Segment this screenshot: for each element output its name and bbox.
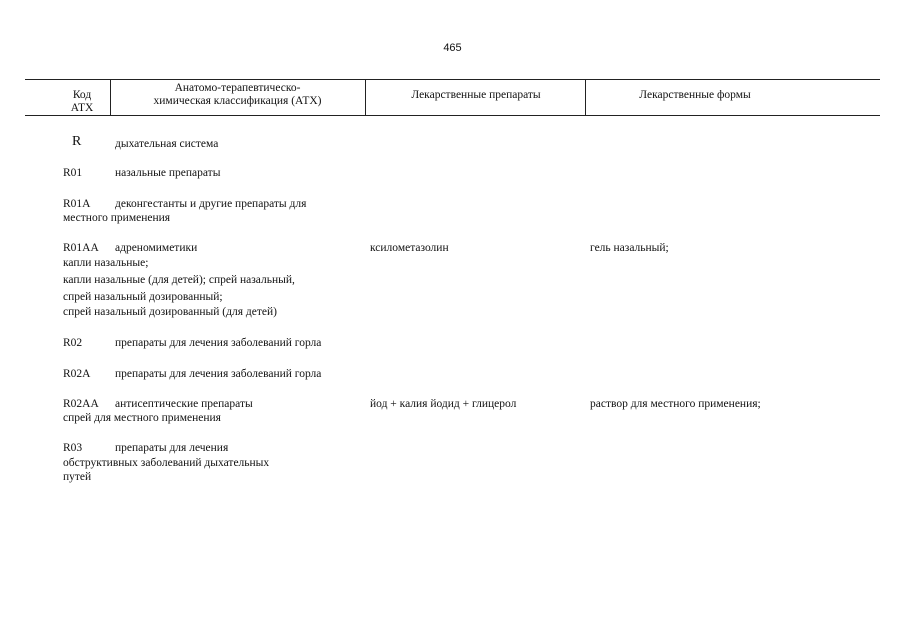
name-r01a-line1: деконгестанты и другие препараты для	[115, 198, 307, 210]
table-top-rule	[25, 79, 880, 80]
name-r01a-line2: местного применения	[63, 212, 171, 224]
code-r01aa: R01AA	[63, 242, 99, 254]
name-r03-line1: препараты для лечения	[115, 442, 229, 454]
form-r01aa: гель назальный;	[590, 242, 669, 254]
code-r02a: R02A	[63, 368, 91, 380]
header-classification	[115, 82, 360, 108]
name-r03-line2: обструктивных заболеваний дыхательных	[63, 457, 270, 469]
drug-r02aa: йод + калия йодид + глицерол	[370, 398, 517, 410]
header-drugs: Лекарственные препараты	[411, 89, 541, 101]
header-code-line1: Код	[72, 89, 92, 101]
name-r02a: препараты для лечения заболеваний горла	[115, 368, 322, 380]
drug-r01aa: ксилометазолин	[370, 242, 449, 254]
code-r03: R03	[63, 442, 83, 454]
name-r02aa: антисептические препараты	[115, 398, 253, 410]
header-forms: Лекарственные формы	[639, 89, 751, 101]
name-r02: препараты для лечения заболеваний горла	[115, 337, 322, 349]
code-r02aa: R02AA	[63, 398, 99, 410]
name-r: дыхательная система	[115, 138, 219, 150]
header-divider-3	[585, 79, 586, 116]
header-code	[60, 89, 104, 115]
form-r01aa-cont-2: капли назальные (для детей); спрей назальный,	[63, 274, 295, 286]
name-r01aa: адреномиметики	[115, 242, 198, 254]
form-r02aa: раствор для местного применения;	[590, 398, 761, 410]
form-r01aa-cont-4: спрей назальный дозированный (для детей)	[63, 306, 277, 318]
name-r01: назальные препараты	[115, 167, 221, 179]
table-header-bottom-rule	[25, 115, 880, 116]
header-class-line1: Анатомо-терапевтическо-	[174, 82, 301, 94]
header-divider-2	[365, 79, 366, 116]
form-r01aa-cont-3: спрей назальный дозированный;	[63, 291, 223, 303]
code-r02: R02	[63, 337, 83, 349]
code-r01a: R01A	[63, 198, 91, 210]
form-r02aa-cont: спрей для местного применения	[63, 412, 221, 424]
name-r03-line3: путей	[63, 471, 92, 483]
page-number: 465	[443, 42, 462, 54]
header-class-line2: химическая классификация (АТХ)	[153, 95, 322, 107]
header-code-line2: АТХ	[70, 102, 94, 114]
code-r: R	[72, 134, 82, 149]
form-r01aa-cont-1: капли назальные;	[63, 257, 149, 269]
header-divider-1	[110, 79, 111, 116]
code-r01: R01	[63, 167, 83, 179]
